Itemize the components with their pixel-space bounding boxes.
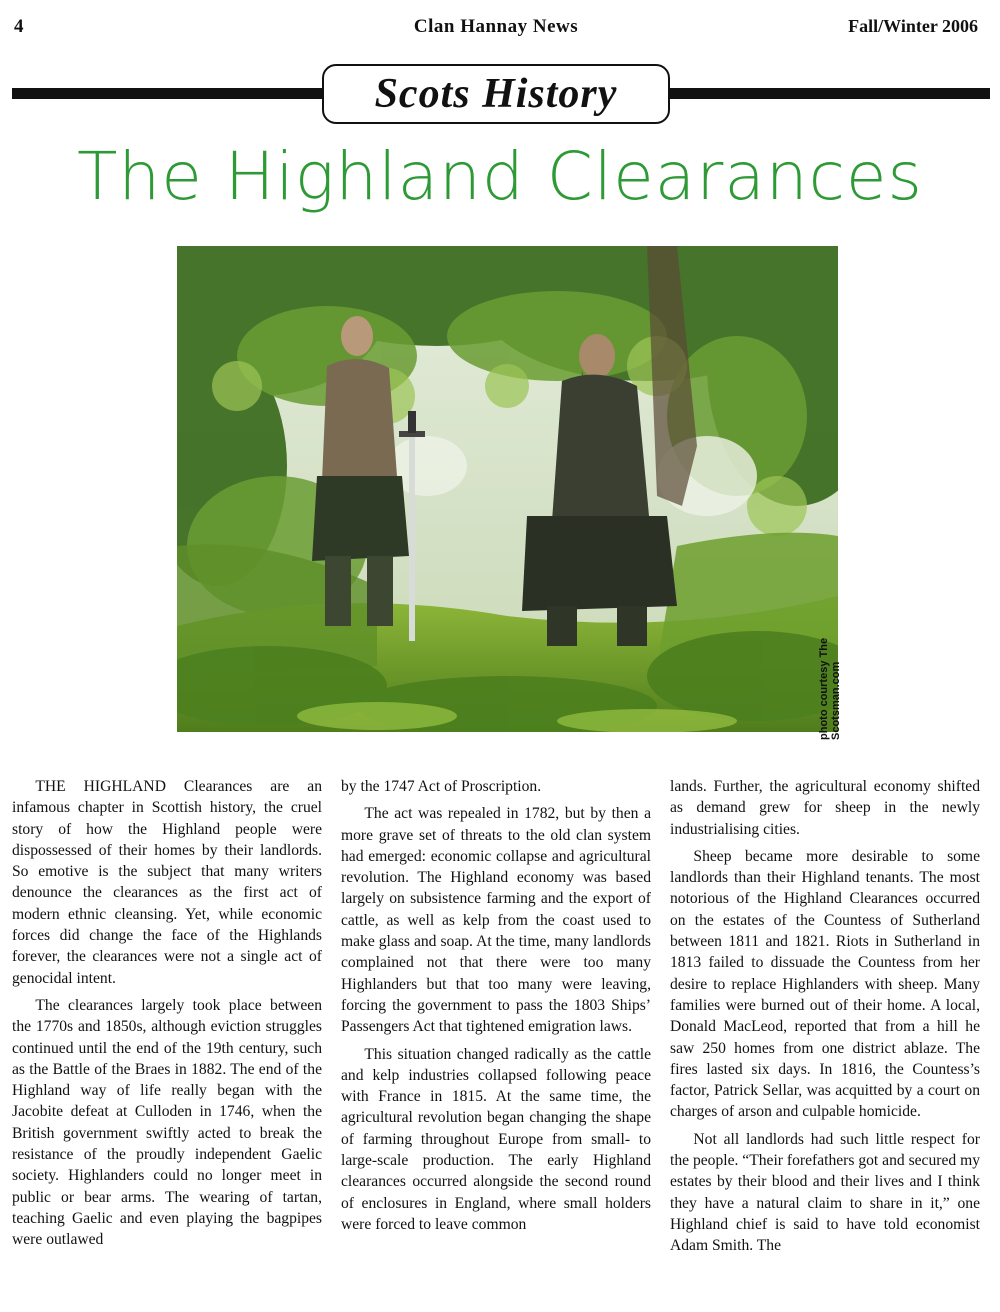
- paragraph: Not all landlords had such little respect for the people. “Their forefathers got and secured my estates by their blood and their lives and I think they have a natural claim to share in it,” one Highland chief is said to have told economist Adam Smith. The: [670, 1130, 980, 1255]
- issue-date: Fall/Winter 2006: [848, 16, 978, 36]
- article-photo: [177, 246, 838, 732]
- article-column-3: [670, 776, 980, 1296]
- paragraph: by the 1747 Act of Proscription.: [341, 778, 542, 795]
- section-rule-right: [668, 88, 990, 99]
- section-rule-left: [12, 88, 324, 99]
- paragraph: The clearances largely took place between the 1770s and 1850s, although eviction struggles continued until the end of the 19th century, such as the Battle of the Braes in 1882. The end of the Highland way of life really began with the Jacobite defeat at Culloden in 1746, when the British government swiftly acted to break the resistance of the proudly independent Gaelic society. Highlanders could no longer meet in public or bear arms. The wearing of tartan, teaching Gaelic and even playing the bagpipes were outlawed: [12, 996, 322, 1249]
- article-column-1: [12, 776, 322, 1296]
- newsletter-title: Clan Hannay News: [413, 16, 579, 37]
- photo-credit: photo courtesy The Scotsman.com: [818, 637, 842, 740]
- page-header: [14, 14, 978, 44]
- paragraph: lands. Further, the agricultural economy shifted as demand grew for sheep in the newly industrialising cities.: [670, 778, 980, 838]
- article-headline: The Highland Clearances: [77, 138, 923, 215]
- page-number: 4: [14, 16, 24, 37]
- article-column-2: [341, 776, 651, 1296]
- paragraph: This situation changed radically as the cattle and kelp industries collapsed following peace with France in 1815. At the same time, the agricultural revolution began changing the shape of farming throughout Europe from small- to large-scale production. The early Highland clearances occurred alongside the second round of enclosures in England, where small holders were forced to leave common: [341, 1045, 651, 1233]
- photo-illustration: [177, 246, 838, 732]
- paragraph: Sheep became more desirable to some landlords than their Highland tenants. The most notorious of the Highland Clearances occurred on the estates of the Countess of Sutherland between 1811 and 1821. Riots in Sutherland in 1813 failed to dissuade the Countess from her desire to replace Highlanders with sheep. Many families were burned out of their home. A local, Donald MacLeod, reported that from a hill he saw 250 homes from one district ablaze. The fires lasted six days. In 1816, the Countess’s factor, Patrick Sellar, was acquitted by a court on charges of arson and culpable homicide.: [670, 847, 980, 1121]
- paragraph: The act was repealed in 1782, but by then a more grave set of threats to the old clan system had emerged: economic collapse and agricultural revolution. The Highland economy was based largely on subsistence farming and the export of cattle, as well as kelp from the coast used to make glass and soap. At the time, many landlords complained not that there were too many Highlanders but that too many were leaving, forcing the government to pass the 1803 Ships’ Passengers Act that tightened emigration laws.: [341, 805, 651, 1036]
- section-banner: [322, 64, 670, 124]
- paragraph: THE HIGHLAND Clearances are an infamous chapter in Scottish history, the cruel story of how the Highland people were dispossessed of their homes by their landlords. So emotive is the subject that many writers denounce the clearances as the first act of modern ethnic cleansing. Yet, while economic forces did change the face of the Highlands forever, the clearances were not a single act of genocidal intent.: [12, 778, 322, 987]
- section-title: Scots History: [374, 71, 618, 117]
